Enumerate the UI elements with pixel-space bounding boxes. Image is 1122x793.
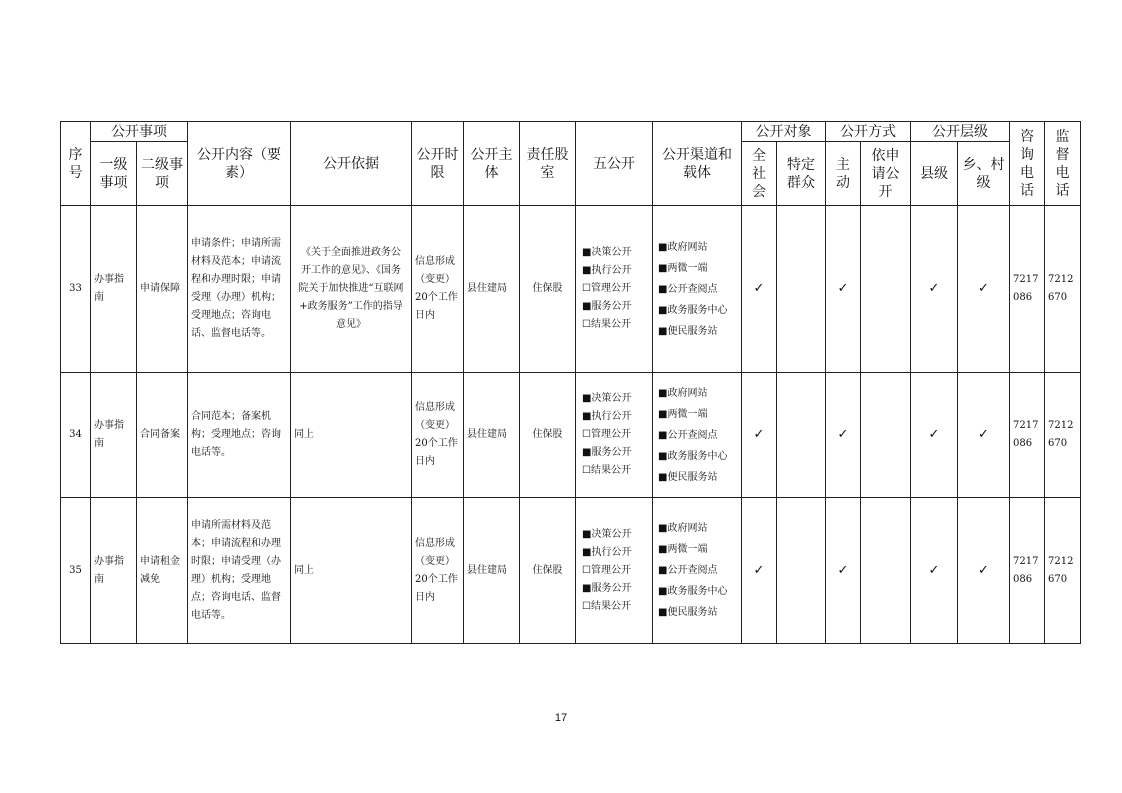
header-target-group: 公开对象 — [742, 122, 826, 142]
five-item: ☐结果公开 — [582, 319, 631, 330]
row-village-check-icon: ✓ — [958, 498, 1010, 644]
channel-item: ■两微一端 — [658, 262, 708, 274]
five-item: ■执行公开 — [582, 546, 632, 558]
row-whole-check-icon: ✓ — [742, 206, 777, 373]
row-supervise-phone: 7212670 — [1045, 206, 1081, 373]
channel-item: ■政府网站 — [658, 241, 708, 253]
row-subject: 县住建局 — [464, 373, 520, 498]
row-village-check-icon: ✓ — [958, 206, 1010, 373]
header-time: 公开时限 — [412, 122, 464, 206]
row-level2: 申请租金减免 — [137, 498, 188, 644]
channel-item: ■便民服务站 — [658, 325, 718, 337]
five-item: ■执行公开 — [582, 265, 632, 276]
channel-item: ■公开查阅点 — [658, 283, 718, 295]
row-office: 住保股 — [520, 498, 576, 644]
row-apply-check — [861, 498, 911, 644]
header-subject: 公开主体 — [464, 122, 520, 206]
table-row — [61, 498, 1081, 644]
five-item: ☐结果公开 — [582, 600, 631, 612]
channel-item: ■政府网站 — [658, 523, 708, 534]
row-level1: 办事指南 — [91, 373, 137, 498]
channel-item: ■便民服务站 — [658, 471, 718, 483]
row-consult-phone: 7217086 — [1010, 373, 1045, 498]
table-row — [61, 373, 1081, 498]
row-county-check-icon: ✓ — [911, 206, 958, 373]
row-time: 信息形成（变更）20个工作日内 — [412, 373, 464, 498]
row-time: 信息形成（变更）20个工作日内 — [412, 206, 464, 373]
five-item: ■决策公开 — [582, 528, 632, 540]
disclosure-table — [60, 121, 1081, 644]
row-basis: 同上 — [291, 498, 412, 644]
header-level1: 一级事项 — [91, 142, 137, 206]
row-level2: 合同备案 — [137, 373, 188, 498]
header-item-group: 公开事项 — [91, 122, 188, 142]
row-office: 住保股 — [520, 373, 576, 498]
row-specific-check — [777, 498, 826, 644]
five-item: ■服务公开 — [582, 447, 632, 458]
row-channel-list — [653, 498, 742, 644]
row-channel-list — [653, 206, 742, 373]
row-five-list — [576, 373, 653, 498]
row-subject: 县住建局 — [464, 498, 520, 644]
row-basis: 同上 — [291, 373, 412, 498]
row-consult-phone: 7217086 — [1010, 498, 1045, 644]
header-consult: 咨询电话 — [1010, 122, 1045, 206]
row-whole-check-icon: ✓ — [742, 373, 777, 498]
five-item: ☐管理公开 — [582, 429, 631, 440]
row-specific-check — [777, 206, 826, 373]
channel-item: ■两微一端 — [658, 408, 708, 420]
channel-item: ■政务服务中心 — [658, 586, 728, 597]
channel-item: ■公开查阅点 — [658, 429, 718, 441]
row-content: 申请条件；申请所需材料及范本；申请流程和办理时限；申请受理（办理）机构；受理地点；咨询电话、监督电话等。 — [188, 206, 291, 373]
five-item: ■执行公开 — [582, 411, 632, 422]
header-active: 主动 — [826, 142, 861, 206]
header-supervise: 监督电话 — [1045, 122, 1081, 206]
row-subject: 县住建局 — [464, 206, 520, 373]
row-level1: 办事指南 — [91, 206, 137, 373]
five-item: ☐结果公开 — [582, 465, 631, 476]
row-content: 申请所需材料及范本；申请流程和办理时限；申请受理（办理）机构；受理地点；咨询电话、监督电话等。 — [188, 498, 291, 644]
row-apply-check — [861, 373, 911, 498]
header-village: 乡、村级 — [958, 142, 1010, 206]
five-item: ■决策公开 — [582, 393, 632, 404]
channel-item: ■公开查阅点 — [658, 565, 718, 576]
page-number: 17 — [554, 712, 568, 724]
row-county-check-icon: ✓ — [911, 498, 958, 644]
five-item: ☐管理公开 — [582, 564, 631, 576]
header-level-group: 公开层级 — [911, 122, 1010, 142]
row-specific-check — [777, 373, 826, 498]
row-time: 信息形成（变更）20个工作日内 — [412, 498, 464, 644]
five-item: ■服务公开 — [582, 582, 632, 594]
channel-item: ■政务服务中心 — [658, 304, 728, 316]
header-mode-group: 公开方式 — [826, 122, 911, 142]
row-supervise-phone: 7212670 — [1045, 373, 1081, 498]
header-seq: 序号 — [61, 122, 91, 206]
header-office: 责任股室 — [520, 122, 576, 206]
row-consult-phone: 7217086 — [1010, 206, 1045, 373]
header-channel: 公开渠道和载体 — [653, 122, 742, 206]
header-county: 县级 — [911, 142, 958, 206]
five-item: ■服务公开 — [582, 301, 632, 312]
row-active-check-icon: ✓ — [826, 206, 861, 373]
header-content: 公开内容（要素） — [188, 122, 291, 206]
header-apply: 依申请公开 — [861, 142, 911, 206]
row-content: 合同范本；备案机构；受理地点；咨询电话等。 — [188, 373, 291, 498]
row-apply-check — [861, 206, 911, 373]
row-level1: 办事指南 — [91, 498, 137, 644]
row-seq: 35 — [61, 498, 91, 644]
header-level2: 二级事项 — [137, 142, 188, 206]
row-basis: 《关于全面推进政务公开工作的意见》、《国务院关于加快推进“互联网+政务服务”工作的指导意见》 — [291, 206, 412, 373]
five-item: ☐管理公开 — [582, 283, 631, 294]
header-basis: 公开依据 — [291, 122, 412, 206]
header-specific: 特定群众 — [777, 142, 826, 206]
row-seq: 34 — [61, 373, 91, 498]
row-five-list — [576, 498, 653, 644]
channel-item: ■便民服务站 — [658, 607, 718, 618]
channel-item: ■政府网站 — [658, 387, 708, 399]
table-row — [61, 206, 1081, 373]
row-channel-list — [653, 373, 742, 498]
row-office: 住保股 — [520, 206, 576, 373]
row-five-list — [576, 206, 653, 373]
row-active-check-icon: ✓ — [826, 498, 861, 644]
row-supervise-phone: 7212670 — [1045, 498, 1081, 644]
header-five: 五公开 — [576, 122, 653, 206]
channel-item: ■两微一端 — [658, 544, 708, 555]
row-village-check-icon: ✓ — [958, 373, 1010, 498]
channel-item: ■政务服务中心 — [658, 450, 728, 462]
row-whole-check-icon: ✓ — [742, 498, 777, 644]
row-seq: 33 — [61, 206, 91, 373]
row-level2: 申请保障 — [137, 206, 188, 373]
five-item: ■决策公开 — [582, 247, 632, 258]
row-county-check-icon: ✓ — [911, 373, 958, 498]
row-active-check-icon: ✓ — [826, 373, 861, 498]
header-whole-society: 全社会 — [742, 142, 777, 206]
